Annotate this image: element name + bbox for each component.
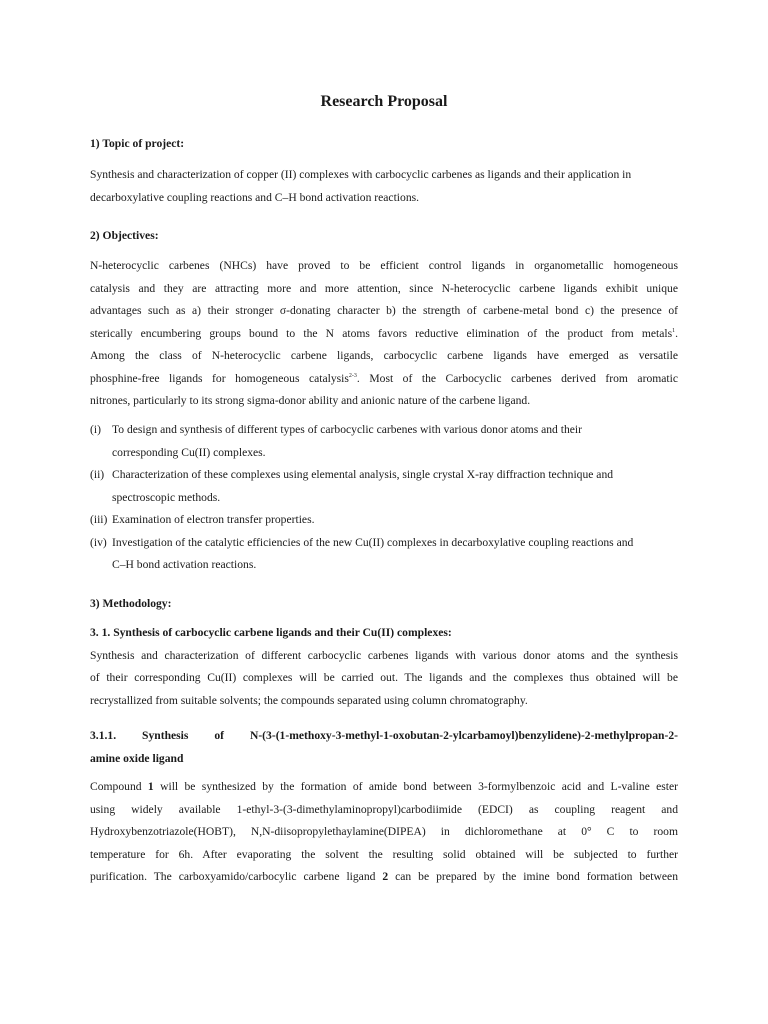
objective-item-3-number: (iii) xyxy=(90,513,108,526)
objective-item-4-line-1: Investigation of the catalytic efficiencies of the new Cu(II) complexes in decarboxylative coupling reactions and xyxy=(112,535,634,549)
methodology-sub2-line-4: temperature for 6h. After evaporating the solvent the resulting solid obtained will be subjected to further xyxy=(90,847,678,861)
objective-item-2-line-1: Characterization of these complexes using elemental analysis, single crystal X-ray diffraction technique and xyxy=(112,468,614,481)
objective-item-3-line-1: Examination of electron transfer properties. xyxy=(112,513,315,526)
methodology-sub2-line-5-text: purification. The carboxyamido/carbocylic carbene ligand xyxy=(90,870,376,883)
reference-1: 1 xyxy=(672,327,676,334)
methodology-sub2-line-1 xyxy=(90,776,678,799)
methodology-sub1-line-3: recrystallized from suitable solvents; the compounds separated using column chromatography. xyxy=(90,693,528,707)
objectives-section xyxy=(90,225,678,248)
objectives-paragraph xyxy=(90,255,678,413)
methodology-sub1 xyxy=(90,622,678,712)
methodology-sub2-heading-line-1: 3.1.1. Synthesis of N-(3-(1-methoxy-3-methyl-1-oxobutan-2-ylcarbamoyl)benzylidene)-2-methylpropan-2- xyxy=(90,729,678,742)
topic-line-1: Synthesis and characterization of copper (II) complexes with carbocyclic carbenes as ligands and their application in xyxy=(90,168,632,181)
page-title: Research Proposal xyxy=(320,93,448,110)
methodology-sub1-heading: 3. 1. Synthesis of carbocyclic carbene ligands and their Cu(II) complexes: xyxy=(90,626,452,639)
objective-item-3 xyxy=(90,509,678,532)
methodology-heading: 3) Methodology: xyxy=(90,597,172,610)
objectives-line-3: advantages such as a) their stronger σ-donating character b) the strength of carbene-metal bond c) the presence of xyxy=(90,304,678,317)
objectives-line-4 xyxy=(90,323,678,346)
topic-line-2: decarboxylative coupling reactions and C–H bond activation reactions. xyxy=(90,190,420,204)
objective-item-2-line-2: spectroscopic methods. xyxy=(112,490,221,504)
compound-word: Compound xyxy=(90,780,142,793)
objective-item-1-line-1: To design and synthesis of different types of carbocyclic carbenes with various donor atoms and their xyxy=(112,423,582,436)
objectives-line-6 xyxy=(90,368,678,391)
objective-item-1 xyxy=(90,419,678,464)
objective-item-2 xyxy=(90,464,678,509)
objective-item-2-number: (ii) xyxy=(90,468,105,481)
methodology-sub2-line-5-tail: can be prepared by the imine bond formation between xyxy=(395,870,678,883)
objective-item-4 xyxy=(90,532,678,577)
methodology-sub1-line-2: of their corresponding Cu(II) complexes will be carried out. The ligands and the complexes thus obtained will be xyxy=(90,671,678,684)
methodology-section xyxy=(90,593,678,616)
compound-2-label: 2 xyxy=(382,870,389,883)
objectives-line-4-tail: . xyxy=(675,326,678,340)
objectives-heading: 2) Objectives: xyxy=(90,229,159,242)
methodology-sub1-line-1: Synthesis and characterization of different carbocyclic carbenes ligands with various donor atoms and the synthesis xyxy=(90,648,678,662)
objective-item-1-number: (i) xyxy=(90,423,101,436)
methodology-sub2-line-2: using widely available 1-ethyl-3-(3-dimethylaminopropyl)carbodiimide (EDCI) as coupling reagent and xyxy=(90,802,678,816)
methodology-sub2-line-1-text: will be synthesized by the formation of amide bond between 3-formylbenzoic acid and L-valine ester xyxy=(160,780,679,793)
methodology-sub2-heading-line-2: amine oxide ligand xyxy=(90,751,184,765)
objectives-line-7: nitrones, particularly to its strong sigma-donor ability and anionic nature of the carbene ligand. xyxy=(90,394,531,407)
objective-item-1-line-2: corresponding Cu(II) complexes. xyxy=(112,445,266,459)
methodology-sub2-paragraph xyxy=(90,776,678,889)
objectives-list xyxy=(90,419,678,577)
topic-section xyxy=(90,133,678,156)
objectives-line-6-text: phosphine-free ligands for homogeneous catalysis xyxy=(90,371,349,385)
objectives-line-6-tail: . Most of the Carbocyclic carbenes derived from aromatic xyxy=(356,371,678,385)
methodology-sub2 xyxy=(90,725,678,770)
methodology-sub2-line-5 xyxy=(90,866,678,889)
objectives-line-2: catalysis and they are attracting more and more attention, since N-heterocyclic carbene ligands exhibit unique xyxy=(90,281,678,295)
objective-item-4-line-2: C–H bond activation reactions. xyxy=(112,558,257,571)
topic-text xyxy=(90,164,678,209)
objectives-line-4-text: sterically encumbering groups bound to the N atoms favors reductive elimination of the product from metals xyxy=(90,326,673,340)
objectives-line-1: N-heterocyclic carbenes (NHCs) have proved to be efficient control ligands in organometallic homogeneous xyxy=(90,259,678,272)
topic-heading: 1) Topic of project: xyxy=(90,137,185,150)
compound-1-label: 1 xyxy=(147,780,154,793)
methodology-sub2-line-3: Hydroxybenzotriazole(HOBT), N,N-diisopropylethaylamine(DIPEA) in dichloromethane at 0° C to room xyxy=(90,825,678,838)
objectives-line-5: Among the class of N-heterocyclic carbene ligands, carbocyclic carbene ligands have emerged as versatile xyxy=(90,349,678,362)
reference-2-3: 2-3 xyxy=(348,372,357,379)
objective-item-4-number: (iv) xyxy=(90,535,107,549)
